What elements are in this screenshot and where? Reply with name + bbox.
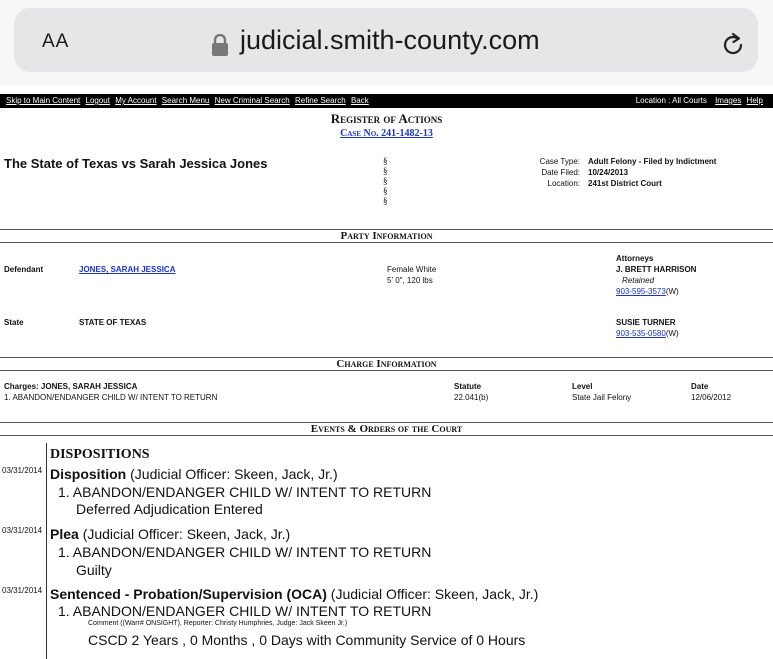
nav-search-menu-link[interactable]: Search Menu: [161, 96, 210, 105]
defendant-height-weight: 5' 0", 120 lbs: [387, 276, 433, 285]
case-number-link[interactable]: Case No. 241-1482-13: [340, 128, 433, 139]
nav-help-link[interactable]: Help: [746, 96, 763, 105]
state-attorney: SUSIE TURNER: [616, 318, 676, 327]
date-filed: 10/24/2013: [588, 168, 629, 177]
charge-info-header: Charge Information: [0, 357, 773, 371]
state-name: STATE OF TEXAS: [79, 318, 147, 327]
nav-refine-search-link[interactable]: Refine Search: [295, 96, 346, 105]
event-title: Plea (Judicial Officer: Skeen, Jack, Jr.): [50, 526, 291, 542]
defendant-desc: Female White: [387, 265, 437, 274]
event-date: 03/31/2014: [2, 526, 43, 535]
section-marks: § § § § §: [383, 156, 388, 206]
event-result: Deferred Adjudication Entered: [76, 501, 263, 517]
site-nav-bar: [0, 94, 773, 108]
defendant-attorney-phone-link[interactable]: 903-595-3573: [616, 287, 666, 296]
level-col-header: Level: [572, 382, 593, 391]
case-type: Adult Felony - Filed by Indictment: [588, 157, 717, 166]
state-attorney-phone-row: 903-535-0580(W): [616, 329, 679, 338]
case-title: The State of Texas vs Sarah Jessica Jones: [4, 156, 268, 171]
event-date: 03/31/2014: [2, 586, 43, 595]
charge-level: State Jail Felony: [572, 393, 632, 402]
event-title: Disposition (Judicial Officer: Skeen, Jack, Jr.): [50, 466, 338, 482]
party-info-header: Party Information: [0, 229, 773, 243]
charge-date: 12/06/2012: [691, 393, 732, 402]
nav-skip-link[interactable]: Skip to Main Content: [6, 96, 81, 105]
charge-item: 1. ABANDON/ENDANGER CHILD W/ INTENT TO RETURN: [4, 393, 218, 402]
text-size-button[interactable]: AA: [42, 31, 70, 52]
defendant-attorney-phone-row: 903-595-3573(W): [616, 287, 679, 296]
case-meta-values: [588, 156, 716, 189]
state-attorney-phone-link[interactable]: 903-535-0580: [616, 329, 666, 338]
event-result: CSCD 2 Years , 0 Months , 0 Days with Community Service of 0 Hours: [88, 632, 526, 648]
nav-new-criminal-search-link[interactable]: New Criminal Search: [214, 96, 290, 105]
dispositions-divider: [46, 443, 47, 659]
defendant-name-link[interactable]: JONES, SARAH JESSICA: [79, 265, 176, 274]
date-col-header: Date: [691, 382, 709, 391]
reload-icon[interactable]: [718, 30, 748, 60]
charges-label: Charges: JONES, SARAH JESSICA: [4, 382, 138, 391]
address-bar[interactable]: [14, 8, 758, 72]
page-title: Register of Actions: [330, 111, 443, 126]
case-meta-labels: Case Type: Date Filed: Location:: [539, 157, 580, 188]
location-label: Location : All Courts: [635, 96, 707, 105]
event-charge: 1. ABANDON/ENDANGER CHILD W/ INTENT TO RETURN: [58, 484, 432, 500]
event-comment: Comment ((Warr# ONSIGHT), Reporter: Christy Humphries, Judge: Jack Skeen Jr.): [88, 620, 348, 627]
attorney-status: Retained: [622, 276, 655, 285]
event-charge: 1. ABANDON/ENDANGER CHILD W/ INTENT TO RETURN: [58, 544, 432, 560]
statute-col-header: Statute: [454, 382, 482, 391]
defendant-attorney: J. BRETT HARRISON: [616, 265, 697, 274]
lock-icon: [211, 34, 229, 56]
nav-images-link[interactable]: Images: [715, 96, 742, 105]
nav-logout-link[interactable]: Logout: [85, 96, 110, 105]
event-charge: 1. ABANDON/ENDANGER CHILD W/ INTENT TO RETURN: [58, 603, 432, 619]
charge-statute: 22.041(b): [454, 393, 489, 402]
dispositions-label: DISPOSITIONS: [50, 447, 150, 462]
defendant-role: Defendant: [4, 265, 44, 274]
browser-toolbar: [0, 0, 773, 86]
case-location: 241st District Court: [588, 179, 662, 188]
nav-back-link[interactable]: Back: [350, 96, 369, 105]
events-header: Events & Orders of the Court: [0, 422, 773, 436]
nav-my-account-link[interactable]: My Account: [115, 96, 157, 105]
url-text[interactable]: judicial.smith-county.com: [240, 25, 540, 55]
attorneys-label: Attorneys: [616, 254, 654, 263]
event-result: Guilty: [76, 562, 112, 578]
state-role: State: [4, 318, 24, 327]
event-date: 03/31/2014: [2, 466, 43, 475]
event-title: Sentenced - Probation/Supervision (OCA) (Judicial Officer: Skeen, Jack, Jr.): [50, 586, 539, 602]
